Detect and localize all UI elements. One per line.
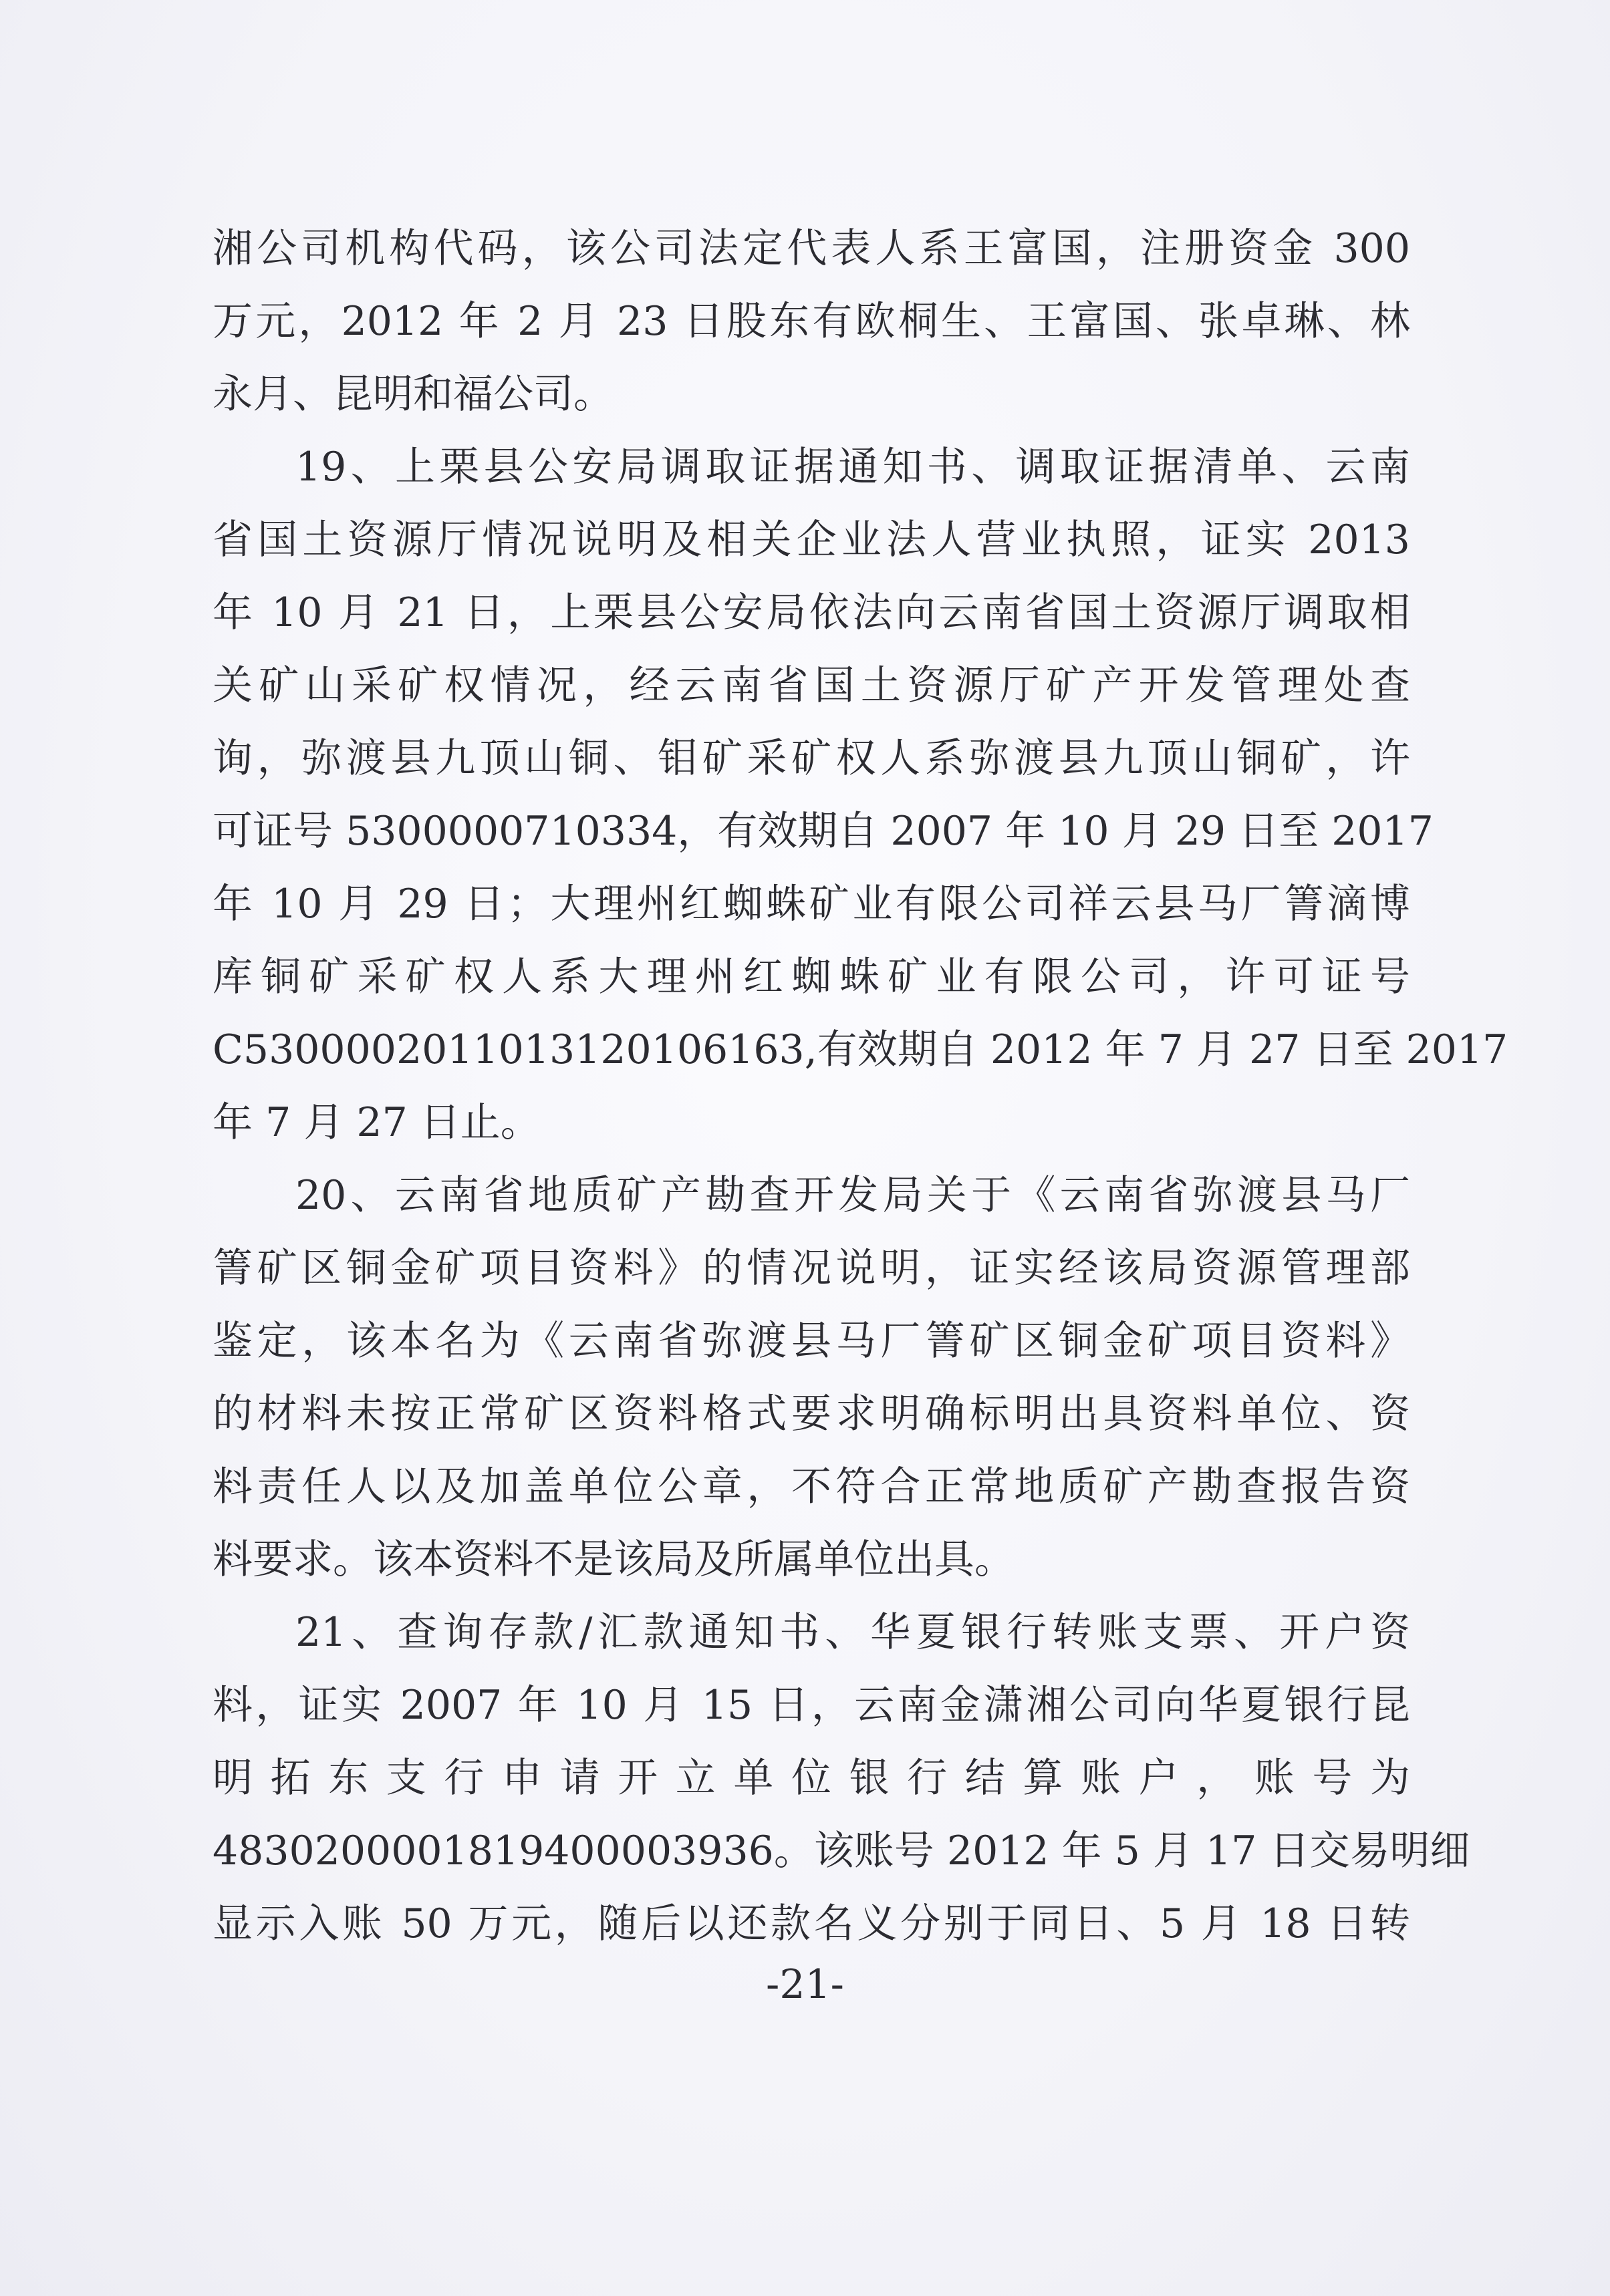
paragraph-21-start: 21、查询存款/汇款通知书、华夏银行转账支票、开户资 xyxy=(295,1609,1410,1656)
text-line: 年 10 月 21 日，上栗县公安局依法向云南省国土资源厅调取相 xyxy=(213,589,1410,636)
text-line: 万元，2012 年 2 月 23 日股东有欧桐生、王富国、张卓琳、林 xyxy=(213,298,1410,345)
text-line: 明拓东支行申请开立单位银行结算账户，账号为 xyxy=(213,1755,1410,1802)
text-line: 年 7 月 27 日止。 xyxy=(213,1099,541,1146)
text-line: 关矿山采矿权情况，经云南省国土资源厅矿产开发管理处查 xyxy=(213,662,1410,709)
text-line: 询，弥渡县九顶山铜、钼矿采矿权人系弥渡县九顶山铜矿，许 xyxy=(213,735,1410,782)
text-line: 鉴定，该本名为《云南省弥渡县马厂箐矿区铜金矿项目资料》 xyxy=(213,1318,1410,1365)
text-line: 永月、昆明和福公司。 xyxy=(213,371,614,418)
text-line: 箐矿区铜金矿项目资料》的情况说明，证实经该局资源管理部 xyxy=(213,1245,1410,1292)
text-line: 4830200001819400003936。该账号 2012 年 5 月 17 日交易明细 xyxy=(213,1828,1470,1874)
text-line: 料要求。该本资料不是该局及所属单位出具。 xyxy=(213,1536,1015,1583)
text-line: 料，证实 2007 年 10 月 15 日，云南金潇湘公司向华夏银行昆 xyxy=(213,1682,1410,1729)
text-line: 库铜矿采矿权人系大理州红蜘蛛矿业有限公司，许可证号 xyxy=(213,954,1410,1000)
paragraph-20-start: 20、云南省地质矿产勘查开发局关于《云南省弥渡县马厂 xyxy=(295,1172,1410,1219)
text-line: 料责任人以及加盖单位公章，不符合正常地质矿产勘查报告资 xyxy=(213,1463,1410,1510)
page-number: -21- xyxy=(766,1961,844,2008)
text-line: 湘公司机构代码，该公司法定代表人系王富国，注册资金 300 xyxy=(213,225,1410,272)
document-body xyxy=(213,212,1508,1961)
text-line: C5300002011013120106163,有效期自 2012 年 7 月 27 日至 2017 xyxy=(213,1026,1508,1073)
paragraph-19-start: 19、上栗县公安局调取证据通知书、调取证据清单、云南 xyxy=(295,444,1410,490)
text-line: 省国土资源厅情况说明及相关企业法人营业执照，证实 2013 xyxy=(213,517,1410,563)
text-line: 可证号 5300000710334，有效期自 2007 年 10 月 29 日至 2017 xyxy=(213,808,1434,855)
text-line: 年 10 月 29 日；大理州红蜘蛛矿业有限公司祥云县马厂箐滴博 xyxy=(213,881,1410,927)
text-line: 显示入账 50 万元，随后以还款名义分别于同日、5 月 18 日转 xyxy=(213,1900,1410,1947)
text-line: 的材料未按正常矿区资料格式要求明确标明出具资料单位、资 xyxy=(213,1391,1410,1437)
